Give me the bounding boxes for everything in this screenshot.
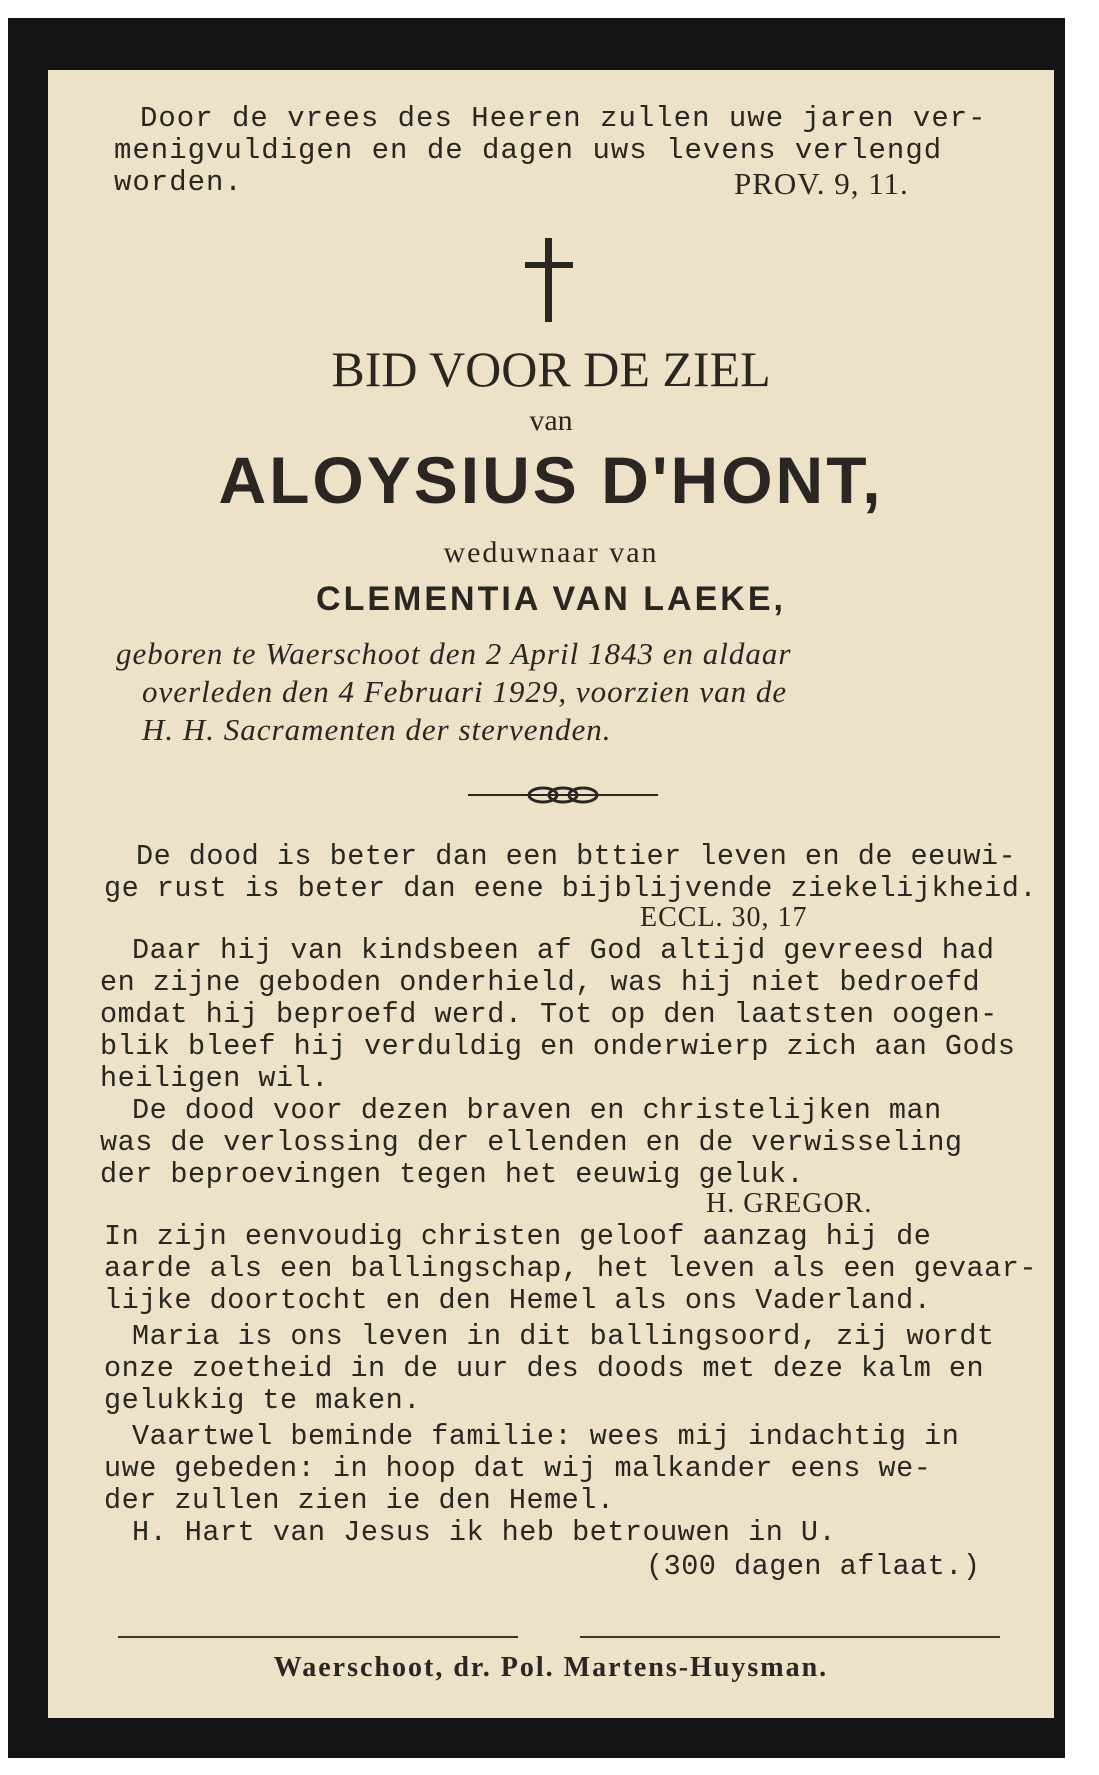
- cross-icon: [525, 238, 573, 328]
- reference-gregor: H. GREGOR.: [706, 1188, 873, 1219]
- van-label: van: [529, 404, 573, 437]
- body-line: lijke doortocht en den Hemel als ons Vaderland.: [104, 1284, 932, 1317]
- body-line: was de verlossing der ellenden en de verwisseling: [100, 1126, 963, 1159]
- body-line: heiligen wil.: [100, 1062, 329, 1095]
- ornament-divider-icon: [468, 782, 658, 808]
- printer-credit: Waerschoot, dr. Pol. Martens-Huysman.: [273, 1652, 829, 1683]
- body-line: Maria is ons leven in dit ballingsoord, zij wordt: [132, 1320, 995, 1353]
- body-line: onze zoetheid in de uur des doods met deze kalm en: [104, 1352, 985, 1385]
- body-line: blik bleef hij verduldig en onderwierp zich aan Gods: [100, 1030, 1016, 1063]
- memorial-card: [48, 70, 1054, 1718]
- body-line: gelukkig te maken.: [104, 1384, 421, 1417]
- body-line: omdat hij beproefd werd. Tot op den laatsten oogen-: [100, 998, 998, 1031]
- body-line: aarde als een ballingschap, het leven als een gevaar-: [104, 1252, 1037, 1285]
- body-line: De dood voor dezen braven en christelijken man: [132, 1094, 942, 1127]
- indulgence-note: (300 dagen aflaat.): [646, 1550, 981, 1583]
- epigraph-reference: PROV. 9, 11.: [734, 166, 909, 201]
- body-line: In zijn eenvoudig christen geloof aanzag hij de: [104, 1220, 932, 1253]
- epigraph-line-1: Door de vrees des Heeren zullen uwe jaren ver-: [140, 102, 987, 135]
- body-line: der zullen zien ie den Hemel.: [104, 1484, 615, 1517]
- bio-line-2: overleden den 4 Februari 1929, voorzien van de: [142, 674, 788, 709]
- deceased-name: ALOYSIUS D'HONT,: [218, 443, 884, 517]
- footer-rule-right: [580, 1636, 1000, 1638]
- body-line: Vaartwel beminde familie: wees mij indachtig in: [132, 1420, 960, 1453]
- epigraph-line-2: menigvuldigen en de dagen uws levens verlengd: [114, 134, 943, 167]
- body-line: De dood is beter dan een bttier leven en de eeuwi-: [136, 840, 1017, 873]
- body-line: der beproevingen tegen het eeuwig geluk.: [100, 1158, 805, 1191]
- body-line: ge rust is beter dan eene bijblijvende ziekelijkheid.: [104, 872, 1037, 905]
- body-line: H. Hart van Jesus ik heb betrouwen in U.: [132, 1516, 837, 1549]
- body-line: en zijne geboden onderhield, was hij niet bedroefd: [100, 966, 981, 999]
- epigraph-line-3: worden.: [114, 166, 243, 199]
- bio-line-3: H. H. Sacramenten der stervenden.: [142, 712, 612, 747]
- footer-rule-left: [118, 1636, 518, 1638]
- reference-eccl: ECCL. 30, 17: [640, 902, 808, 933]
- page-title: BID VOOR DE ZIEL: [331, 341, 771, 397]
- spouse-name: CLEMENTIA VAN LAEKE,: [316, 580, 786, 618]
- body-line: Daar hij van kindsbeen af God altijd gevreesd had: [132, 934, 995, 967]
- body-line: uwe gebeden: in hoop dat wij malkander eens we-: [104, 1452, 932, 1485]
- relation-label: weduwnaar van: [443, 536, 659, 569]
- bio-line-1: geboren te Waerschoot den 2 April 1843 en aldaar: [116, 636, 792, 671]
